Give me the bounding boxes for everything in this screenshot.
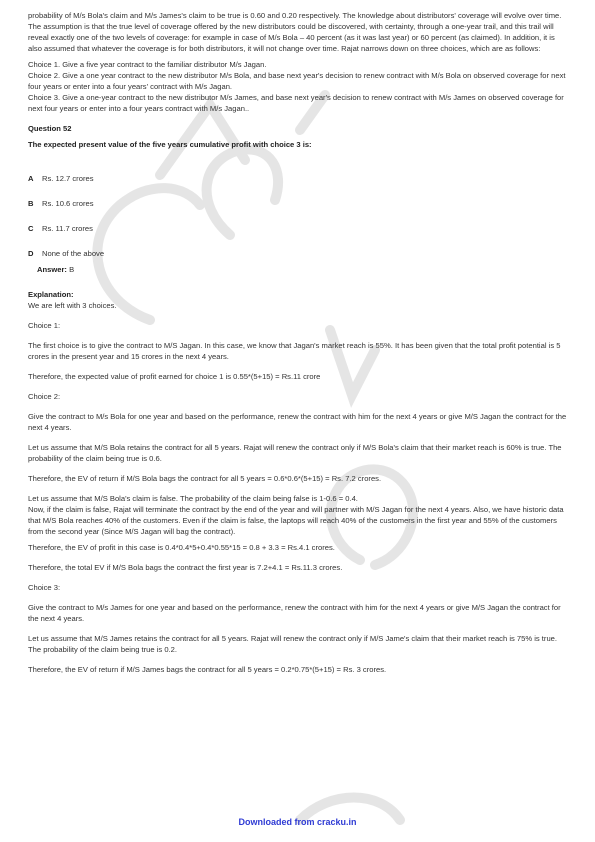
choice1-label: Choice 1:	[28, 321, 61, 330]
choice3-text: Give the contract to M/s James for one year and based on the performance, renew the contract with him for the next 4 years or give M/S Jagan the contract for the next 4 years.	[28, 603, 561, 623]
option-a[interactable]	[28, 173, 567, 184]
footer-download-link[interactable]: Downloaded from cracku.in	[238, 817, 357, 827]
choice2-false2: Now, if the claim is false, Rajat will terminate the contract by the end of the year and will partner with M/S Jagan for the next 4 years. Also, we have historic data that M/S Bola reaches 40% of the customers. Even if the claim is false, the laptops will reach 40% of the customers in the first year and 55% of the customers from the second year (Since M/S Jagan will bag the contract).	[28, 505, 564, 536]
answer-label: Answer:	[37, 265, 67, 274]
option-text: Rs. 12.7 crores	[42, 174, 94, 183]
choice2-text: Give the contract to M/s Bola for one year and based on the performance, renew the contract with him for the next 4 years or give M/S Jagan the contract for the next 4 years.	[28, 412, 567, 432]
choice2-label: Choice 2:	[28, 392, 61, 401]
choice2-ev: Therefore, the EV of return if M/S Bola bags the contract for all 5 years = 0.6*0.6*(5+15) = Rs. 7.2 crores.	[28, 474, 382, 483]
intro-paragraph: probability of M/s Bola's claim and M/s James's claim to be true is 0.60 and 0.20 respectively. The knowledge about distributors' coverage will evolve over time. The assumption is that the true level of coverage offered by the new distributors could be discovered, with certainty, through a one-year trail, and this trail will reveal exactly one of the two levels of coverage: for example in case of M/s Bola – 40 percent (as it was last year) or 60 percent (as claimed). In addition, it is also assumed that whatever the coverage is for both distributors, it will not change over time. Rajat narrows down on three choices, which are as follows:	[28, 11, 562, 53]
option-text: Rs. 11.7 crores	[42, 224, 93, 233]
choice-3-line: Choice 3. Give a one-year contract to the new distributor M/s James, and base next year's decision to renew contract with M/s James on observed coverage for next four years or enter into a four years contract with M/s Jagan..	[28, 93, 564, 113]
choice1-text: The first choice is to give the contract to M/S Jagan. In this case, we know that Jagan's market reach is 55%. It has been given that the total profit potential is 5 crores in the present year and 15 crores in the next 4 years.	[28, 341, 561, 361]
option-letter: C	[28, 224, 34, 233]
answer-line	[37, 264, 567, 275]
choice2-false1: Let us assume that M/S Bola's claim is false. The probability of the claim being false is 1-0.6 = 0.4.	[28, 494, 358, 503]
option-letter: D	[28, 249, 34, 258]
choice2-assume: Let us assume that M/S Bola retains the contract for all 5 years. Rajat will renew the contract only if M/S Bola's claim that their market reach is 60% is true. The probability of the claim being true is 0.6.	[28, 443, 562, 463]
document-page	[28, 10, 567, 675]
choice1-ev: Therefore, the expected value of profit earned for choice 1 is 0.55*(5+15) = Rs.11 crore	[28, 372, 321, 381]
choice3-label: Choice 3:	[28, 583, 61, 592]
choice2-total: Therefore, the total EV if M/S Bola bags the contract the first year is 7.2+4.1 = Rs.11.3 crores.	[28, 563, 343, 572]
option-text: Rs. 10.6 crores	[42, 199, 94, 208]
question-number: Question 52	[28, 124, 72, 133]
answer-value: B	[69, 265, 75, 274]
option-text: None of the above	[42, 249, 105, 258]
question-text: The expected present value of the five years cumulative profit with choice 3 is:	[28, 140, 312, 149]
option-letter: B	[28, 199, 34, 208]
option-d[interactable]	[28, 248, 567, 259]
choice-1-line: Choice 1. Give a five year contract to the familiar distributor M/s Jagan.	[28, 60, 267, 69]
choice3-ev: Therefore, the EV of return if M/S James bags the contract for all 5 years = 0.2*0.75*(5+15) = Rs. 3 crores.	[28, 665, 387, 674]
choice2-false-ev: Therefore, the EV of profit in this case is 0.4*0.4*5+0.4*0.55*15 = 0.8 + 3.3 = Rs.4.1 crores.	[28, 543, 335, 552]
explanation-lead: We are left with 3 choices.	[28, 301, 117, 310]
choice-2-line: Choice 2. Give a one year contract to the new distributor M/s Bola, and base next year's decision to renew contract with M/s Bola on observed coverage for next four years or enter into a four years' contract with M/s Jagan.	[28, 71, 566, 91]
choice3-assume: Let us assume that M/S James retains the contract for all 5 years. Rajat will renew the contract only if M/S Jame's claim that their market reach is 75% is true. The probability of the claim being true is 0.2.	[28, 634, 558, 654]
option-b[interactable]	[28, 198, 567, 209]
option-letter: A	[28, 174, 34, 183]
explanation-heading: Explanation:	[28, 290, 74, 299]
option-c[interactable]	[28, 223, 567, 234]
